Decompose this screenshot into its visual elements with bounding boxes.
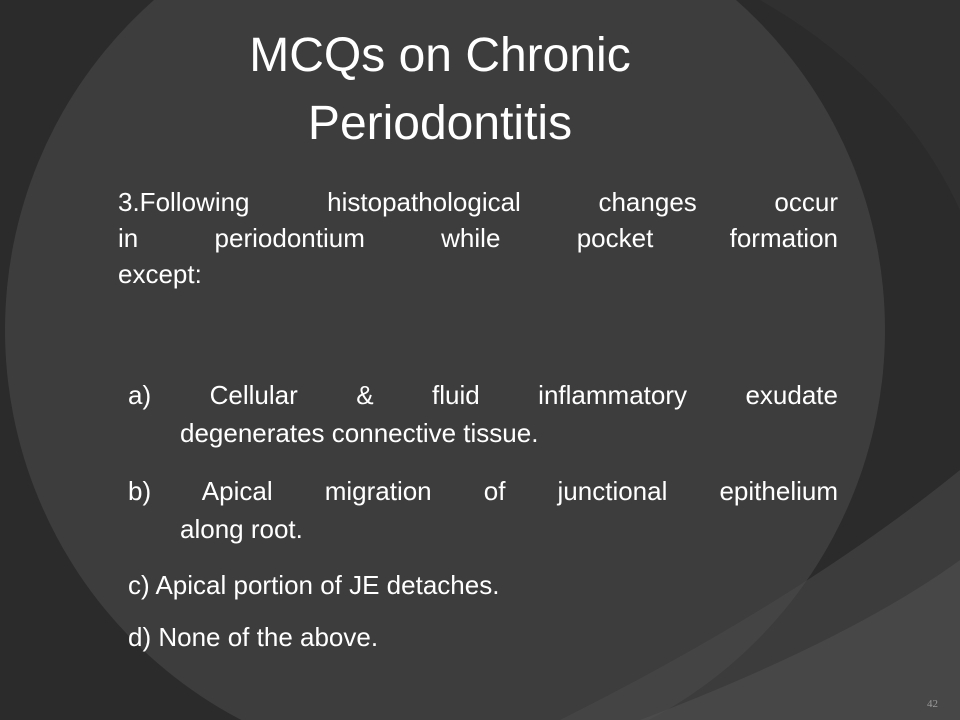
slide-number: 42 <box>927 698 938 710</box>
slide-title-line1: MCQs on Chronic <box>249 29 631 82</box>
option-a-line2: degenerates connective tissue. <box>180 418 539 448</box>
option-b-line1: b) Apical migration of junctional epithelium <box>128 476 838 506</box>
option-c-line1: c) Apical portion of JE detaches. <box>128 570 500 600</box>
option-b <box>128 472 838 548</box>
question-line3: except: <box>118 259 202 289</box>
option-a-line1: a) Cellular & fluid inflammatory exudate <box>128 380 838 410</box>
question-line1: 3.Following histopathological changes occur <box>118 187 838 217</box>
question-line2: in periodontium while pocket formation <box>118 223 838 253</box>
option-d <box>128 618 838 656</box>
option-d-line1: d) None of the above. <box>128 622 379 652</box>
slide-title <box>150 22 730 158</box>
option-c <box>128 566 838 604</box>
option-b-line2: along root. <box>180 514 303 544</box>
option-a <box>128 376 838 452</box>
slide-title-line2: Periodontitis <box>307 97 573 150</box>
question-text <box>118 184 838 292</box>
